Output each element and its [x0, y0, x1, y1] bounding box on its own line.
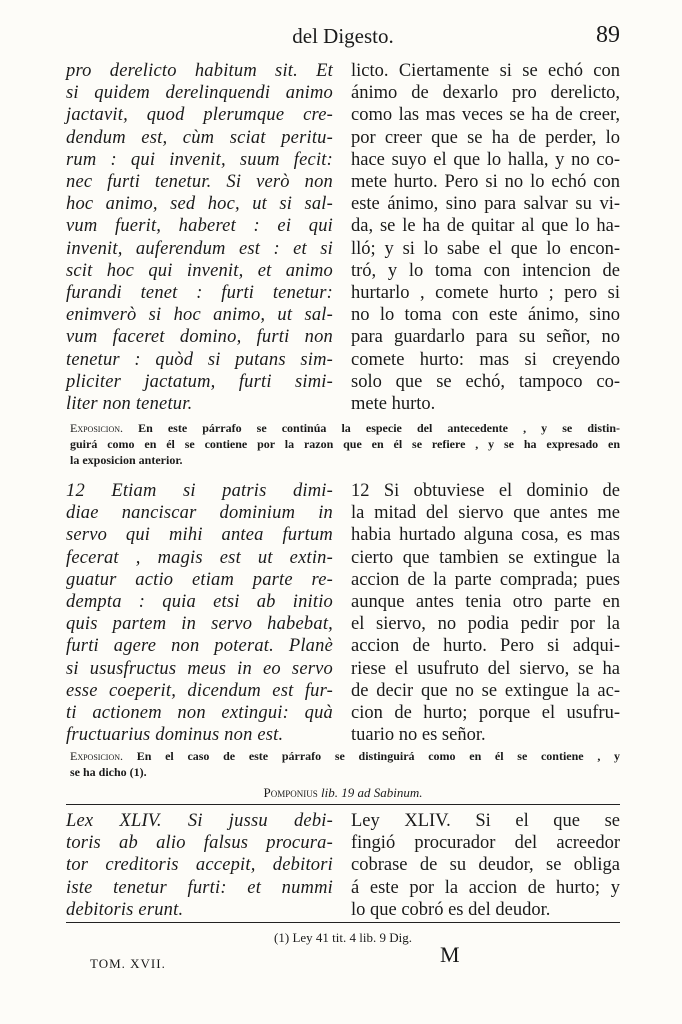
- latin-text-line: hoc animo, sed hoc, ut si sal-: [66, 194, 333, 215]
- spanish-text-line: este ánimo, sino para salvar su vi-: [351, 194, 620, 215]
- exposition-text: guirá como en él se contiene por la razon que en él se refiere , y se ha expresado en: [70, 437, 620, 451]
- latin-text-line: liter non tenetur.: [66, 394, 193, 415]
- source-reference: lib. 19 ad Sabinum.: [321, 785, 423, 800]
- spanish-column-3: [351, 810, 620, 921]
- source-citation: [66, 785, 620, 801]
- exposition-text-line: [70, 748, 620, 764]
- footnote-rule: [66, 922, 620, 923]
- volume-signature: TOM. XVII.: [90, 956, 166, 971]
- spanish-text-line: accion de hurto. Pero si adqui-: [351, 636, 620, 657]
- exposition-label: Exposicion.: [70, 421, 124, 435]
- latin-text-line: Lex XLIV. Si jussu debi-: [66, 811, 333, 831]
- footnote: (1) Ley 41 tit. 4 lib. 9 Dig.: [274, 930, 412, 945]
- spanish-text-line: hurtarlo , comete hurto ; pero si: [351, 283, 620, 304]
- spanish-text-line: para guardarlo para su señor, no: [351, 327, 620, 348]
- spanish-text-line: lo que cobró es del deudor.: [351, 899, 551, 920]
- exposition-text-line: [70, 764, 620, 780]
- latin-text-line: vum fuerit, haberet : ei qui: [66, 216, 333, 237]
- latin-text-line: scit hoc qui invenit, et animo: [66, 260, 333, 281]
- latin-column-2: [66, 480, 333, 746]
- latin-text-line: esse coeperit, dicendum est fur-: [66, 680, 333, 701]
- spanish-text-line: cion de hurto; porque el usufru-: [351, 703, 620, 724]
- exposition-2: [70, 748, 620, 780]
- latin-column-3: [66, 810, 333, 921]
- spanish-text-line: mete hurto.: [351, 394, 436, 415]
- page-number: 89: [596, 22, 620, 48]
- latin-text-line: quis partem in servo habebat,: [66, 614, 333, 635]
- spanish-text-line: el siervo, no podia pedir por la: [351, 614, 620, 635]
- latin-text-line: tenetur : quòd si putans sim-: [66, 349, 333, 370]
- latin-text-line: fructuarius dominus non est.: [66, 725, 284, 746]
- spanish-text-line: por creer que se ha de perder, lo: [351, 127, 620, 148]
- section-3: [66, 810, 620, 921]
- latin-text-line: dempta : quia etsi ab initio: [66, 592, 333, 613]
- spanish-text-line: cobrase de su deudor, se obliga: [351, 855, 620, 876]
- spanish-text-line: fingió procurador del acreedor: [351, 833, 620, 854]
- latin-text-line: guatur actio etiam parte re-: [66, 569, 333, 590]
- exposition-1: [70, 420, 620, 468]
- section-1: [66, 60, 620, 415]
- running-title: del Digesto.: [292, 24, 394, 48]
- latin-text-line: furandi tenet : furti tenetur:: [66, 283, 333, 304]
- latin-text-line: vum faceret domino, furti non: [66, 327, 333, 348]
- exposition-text-line: [70, 420, 620, 436]
- latin-text-line: diae nanciscar dominium in: [66, 503, 333, 524]
- latin-text-line: pro derelicto habitum sit. Et: [66, 61, 333, 81]
- spanish-text-line: accion de la parte comprada; pues: [351, 569, 620, 590]
- latin-text-line: tor creditoris accepit, debitori: [66, 855, 333, 876]
- gathering-letter: M: [440, 942, 460, 967]
- latin-text-line: iste tenetur furti: et nummi: [66, 877, 333, 898]
- spanish-text-line: de decir que no se extingue la ac-: [351, 680, 620, 701]
- latin-text-line: debitoris erunt.: [66, 899, 184, 920]
- spanish-text-line: hace suyo el que lo halla, y no co-: [351, 149, 620, 170]
- spanish-text-line: á este por la accion de hurto; y: [351, 877, 620, 898]
- latin-column-1: [66, 60, 333, 415]
- spanish-text-line: tró, y lo toma con intencion de: [351, 260, 620, 281]
- spanish-text-line: da, se le ha de quitar al que lo ha-: [351, 216, 620, 237]
- spanish-text-line: ánimo de dexarlo pro derelicto,: [351, 83, 620, 104]
- spanish-text-line: como las mas veces se ha de creer,: [351, 105, 620, 126]
- latin-text-line: ti actionem non extingui: quà: [66, 703, 333, 724]
- section-divider: [66, 804, 620, 805]
- spanish-text-line: mete hurto. Pero si no lo echó con: [351, 172, 620, 193]
- exposition-text: En este párrafo se continúa la especie del antecedente , y se distin-: [138, 421, 620, 435]
- latin-text-line: si ususfructus meus in eo servo: [66, 658, 333, 679]
- spanish-text-line: comete hurto: mas si creyendo: [351, 349, 620, 370]
- exposition-text: la exposicion anterior.: [70, 453, 183, 467]
- spanish-text-line: riese el usufruto del siervo, se ha: [351, 658, 620, 679]
- latin-text-line: si quidem derelinquendi animo: [66, 83, 333, 104]
- spanish-text-line: cierto que tambien se extingue la: [351, 547, 620, 568]
- latin-text-line: 12 Etiam si patris dimi-: [66, 481, 333, 501]
- source-author: Pomponius: [263, 785, 318, 800]
- spanish-column-1: [351, 60, 620, 415]
- latin-text-line: enimverò si hoc animo, ut sal-: [66, 305, 333, 326]
- exposition-text-line: [70, 452, 620, 468]
- spanish-text-line: Ley XLIV. Si el que se: [351, 811, 620, 831]
- latin-text-line: servo qui mihi antea furtum: [66, 525, 333, 546]
- latin-text-line: nec furti tenetur. Si verò non: [66, 172, 333, 193]
- spanish-text-line: 12 Si obtuviese el dominio de: [351, 481, 620, 501]
- latin-text-line: rum : qui invenit, suum fecit:: [66, 149, 333, 170]
- spanish-text-line: lló; y si lo sabe el que lo encon-: [351, 238, 620, 259]
- exposition-text-line: [70, 436, 620, 452]
- spanish-text-line: aunque antes tenia otro parte en: [351, 592, 620, 613]
- page-header: [66, 22, 620, 52]
- latin-text-line: toris ab alio falsus procura-: [66, 833, 333, 854]
- latin-text-line: jactavit, quod plerumque cre-: [66, 105, 333, 126]
- latin-text-line: invenit, auferendum est : et si: [66, 238, 333, 259]
- latin-text-line: fecerat , magis est ut extin-: [66, 547, 333, 568]
- exposition-text: En el caso de este párrafo se distinguirá como en él se contiene , y: [136, 749, 621, 763]
- latin-text-line: furti agere non poterat. Planè: [66, 636, 333, 657]
- latin-text-line: pliciter jactatum, furti simi-: [66, 371, 333, 392]
- spanish-text-line: solo que se echó, tampoco co-: [351, 371, 620, 392]
- spanish-column-2: [351, 480, 620, 746]
- exposition-label: Exposicion.: [70, 749, 124, 763]
- spanish-text-line: tuario no es señor.: [351, 725, 486, 746]
- section-2: [66, 480, 620, 746]
- latin-text-line: dendum est, cùm sciat peritu-: [66, 127, 333, 148]
- spanish-text-line: la mitad del siervo que antes me: [351, 503, 620, 524]
- exposition-text: se ha dicho (1).: [70, 765, 147, 779]
- spanish-text-line: habia hurtado alguna cosa, es mas: [351, 525, 620, 546]
- spanish-text-line: no lo toma con este ánimo, sino: [351, 305, 620, 326]
- spanish-text-line: licto. Ciertamente si se echó con: [351, 61, 620, 81]
